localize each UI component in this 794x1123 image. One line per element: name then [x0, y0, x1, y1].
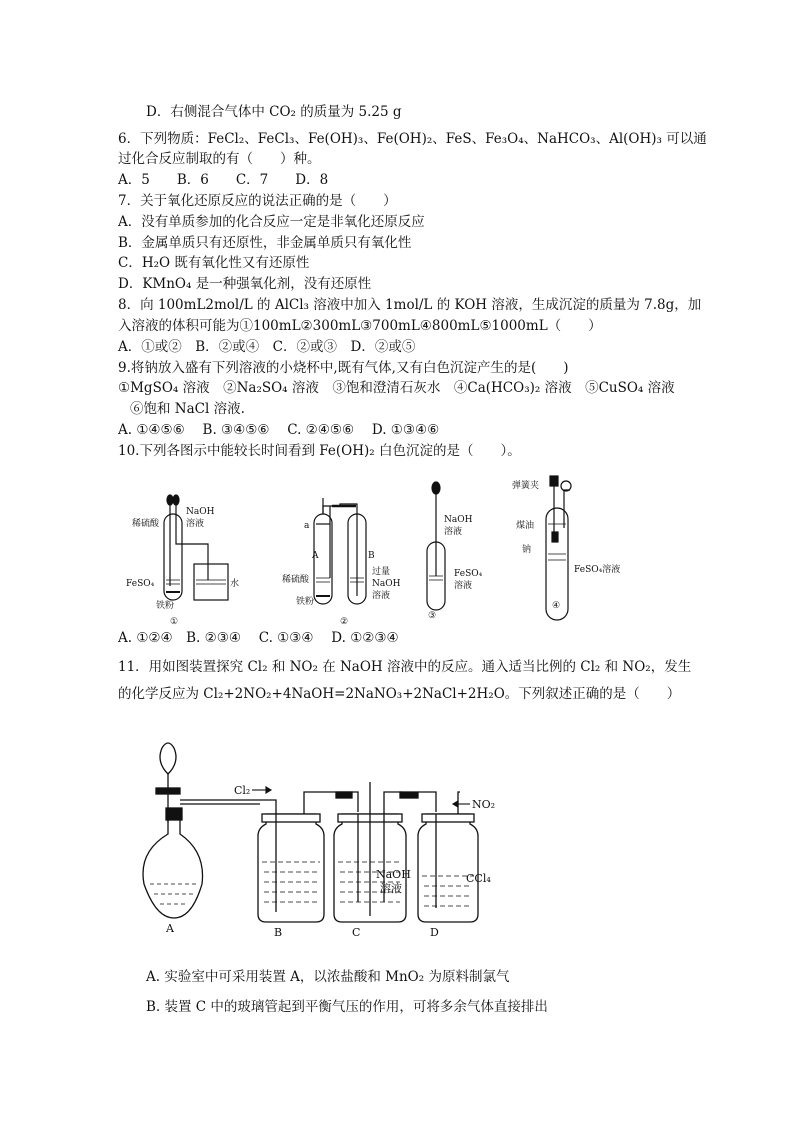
label-no2: NO₂ [472, 798, 496, 811]
label-naoh-1: NaOH [186, 507, 215, 517]
app1-test-tube [164, 514, 182, 600]
label-iron-powder: 铁粉 [156, 601, 175, 611]
label-num2: ② [340, 617, 349, 627]
q11-apparatus-figure [140, 732, 510, 940]
label-kerosene: 煤油 [516, 521, 535, 531]
q8-stem-line1: 8．向 100mL2mol/L 的 AlCl₃ 溶液中加入 1mol/L 的 KOH 溶液，生成沉淀的质量为 7.8g，加 [118, 297, 702, 313]
label-feso4-soln: FeSO₄溶液 [574, 565, 621, 575]
q9-list-line1: ①MgSO₄ 溶液 ②Na₂SO₄ 溶液 ③饱和澄清石灰水 ④Ca(HCO₃)₂ 溶液 ⑤CuSO₄ 溶液 [118, 380, 675, 396]
q6-stem-line2: 过化合反应制取的有（ ）种。 [118, 151, 321, 167]
device-a-flask [143, 820, 203, 918]
label-naoh-b: 溶液 [380, 882, 402, 895]
label-feso4-2a: FeSO₄ [454, 569, 483, 579]
q6-options: A．5 B．6 C．7 D．8 [118, 172, 329, 188]
q11-option-a: A. 实验室中可采用装置 A，以浓盐酸和 MnO₂ 为原料制氯气 [146, 969, 510, 985]
label-device-b: B [274, 926, 283, 939]
label-dilute-acid: 稀硫酸 [132, 519, 160, 529]
label-naoh-3a: NaOH [372, 579, 401, 589]
q11-stem-line2: 的化学反应为 Cl₂+2NO₂+4NaOH=2NaNO₃+2NaCl+2H₂O。下列叙述正确的是（ ） [118, 686, 681, 702]
label-ccl4: CCl₄ [466, 872, 491, 885]
q7-stem: 7．关于氧化还原反应的说法正确的是（ ） [118, 193, 397, 209]
q10-apparatus-figure [118, 468, 638, 633]
label-num4: ④ [552, 601, 561, 611]
label-water: 水 [230, 579, 240, 589]
device-b-bottle [258, 814, 324, 922]
label-iron-powder-2: 铁粉 [296, 597, 315, 607]
label-num1: ① [170, 617, 179, 627]
label-feso4-2b: 溶液 [454, 581, 473, 591]
q7-option-c: C．H₂O 既有氧化性又有还原性 [118, 255, 310, 271]
q8-options: A．①或② B．②或④ C．②或③ D．②或⑤ [118, 339, 416, 355]
label-naoh-3b: 溶液 [372, 591, 391, 601]
q7-option-d: D．KMnO₄ 是一种强氧化剂，没有还原性 [118, 276, 372, 292]
label-dilute-acid-2: 稀硫酸 [282, 575, 310, 585]
label-tube-b: B [368, 551, 375, 561]
q9-stem: 9.将钠放入盛有下列溶液的小烧杯中,既有气体,又有白色沉淀产生的是( ) [118, 360, 569, 376]
label-a: a [304, 521, 310, 531]
q7-option-b: B．金属单质只有还原性，非金属单质只有氧化性 [118, 235, 412, 251]
label-naoh-2: 溶液 [186, 519, 205, 529]
label-cl2: Cl₂ [234, 784, 251, 797]
label-tube-a: A [312, 551, 319, 561]
q9-list-line2: ⑥饱和 NaCl 溶液. [130, 401, 245, 417]
q11-option-b: B. 装置 C 中的玻璃管起到平衡气压的作用，可将多余气体直接排出 [146, 999, 548, 1015]
q7-option-a: A．没有单质参加的化合反应一定是非氧化还原反应 [118, 214, 425, 230]
label-naoh-4a: NaOH [444, 515, 473, 525]
q9-options: A. ①④⑤⑥ B. ③④⑤⑥ C. ②④⑤⑥ D. ①③④⑥ [118, 422, 440, 438]
app1-beaker [194, 564, 228, 600]
label-device-d: D [430, 926, 439, 939]
label-spring-clip: 弹簧夹 [512, 481, 540, 491]
label-num3: ③ [428, 611, 437, 621]
label-sodium: 钠 [522, 545, 532, 555]
q6-stem-line1: 6．下列物质：FeCl₂、FeCl₃、Fe(OH)₃、Fe(OH)₂、FeS、Fe₃O₄、NaHCO₃、Al(OH)₃ 可以通 [118, 131, 707, 147]
q8-stem-line2: 入溶液的体积可能为①100mL②300mL③700mL④800mL⑤1000mL（ ） [118, 318, 602, 334]
label-excess: 过量 [372, 567, 391, 577]
label-device-c: C [352, 926, 361, 939]
q11-stem-line1: 11．用如图装置探究 Cl₂ 和 NO₂ 在 NaOH 溶液中的反应。通入适当比例的 Cl₂ 和 NO₂，发生 [118, 659, 692, 675]
label-feso4: FeSO₄ [126, 579, 155, 589]
label-device-a: A [166, 922, 174, 935]
q5-option-d: D．右侧混合气体中 CO₂ 的质量为 5.25 g [146, 104, 402, 120]
label-naoh-4b: 溶液 [444, 527, 463, 537]
q10-stem: 10.下列各图示中能较长时间看到 Fe(OH)₂ 白色沉淀的是（ ）。 [118, 443, 521, 459]
label-naoh-a: NaOH [376, 868, 411, 881]
device-a-funnel [160, 743, 176, 774]
q10-options: A. ①②④ B. ②③④ C. ①③④ D. ①②③④ [118, 630, 399, 646]
